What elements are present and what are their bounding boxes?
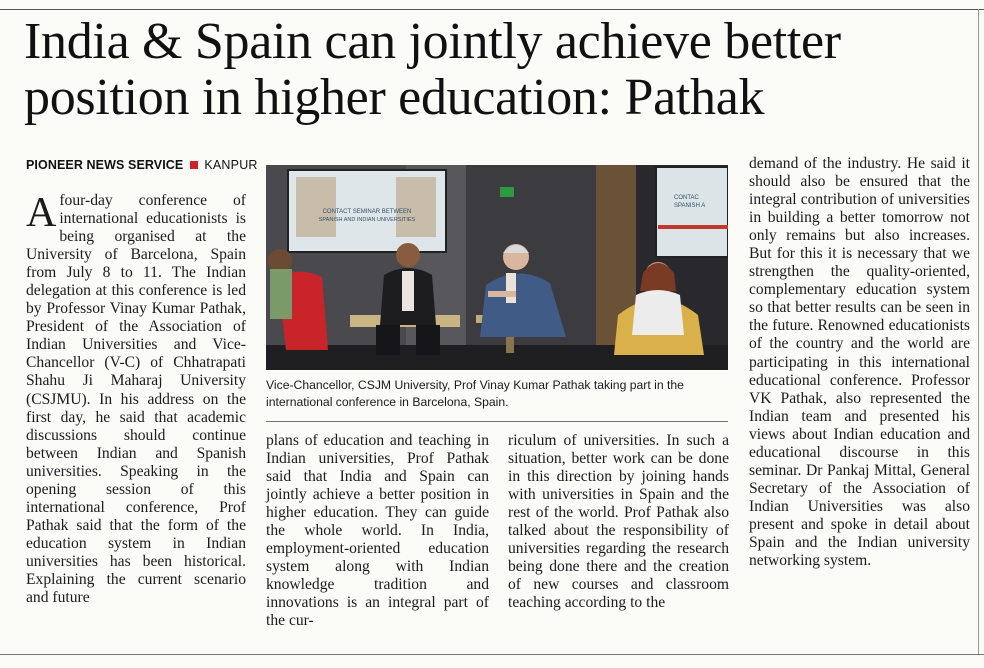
drop-cap: A: [26, 190, 57, 236]
byline: [26, 158, 258, 172]
headline-line-1: India & Spain can jointly achieve better: [24, 13, 841, 70]
headline: [24, 14, 974, 126]
article-photo: [266, 165, 728, 370]
screen-text: CONTAC: [674, 195, 699, 201]
photo-caption: Vice-Chancellor, CSJM University, Prof Vinay Kumar Pathak taking part in the international conference in Barcelona, Spain.: [266, 378, 684, 409]
headline-line-2: position in higher education: Pathak: [24, 69, 765, 126]
news-service: PIONEER NEWS SERVICE: [26, 158, 184, 172]
right-rule: [978, 9, 979, 654]
screen-text: SPANISH AND INDIAN UNIVERSITIES: [318, 217, 416, 223]
bottom-rule: [0, 654, 984, 655]
article-column-2: plans of education and teaching in Indian universities, Prof Pathak said that India and Spain can jointly achieve a better position in higher education. They can guide the whole world. In India, employment-oriented education system along with Indian knowledge tradition and innovations is an integral part of the cur-: [266, 432, 489, 630]
screen-text: CONTACT SEMINAR BETWEEN: [322, 209, 412, 215]
article-column-1-text: four-day conference of international educationists is being organised at the University of Barcelona, Spain from July 8 to 11. The Indian delegation at this conference is led by Professor Vinay Kumar Pathak, President of the Association of Indian Universities and Vice-Chancellor (V-C) of Chhatrapati Shahu Ji Maharaj University (CSJMU). In his address on the first day, he said that academic discussions should continue between Indian and Spanish universities. Speaking in the opening session of this international conference, Prof Pathak said that the form of the education system in Indian universities has been historical. Explaining the current scenario and future: [26, 192, 246, 607]
screen-text: SPANISH A: [674, 203, 706, 209]
article-column-4: demand of the industry. He said it should also be ensured that the integral contribution of universities in building a better tomorrow not only remains but also increases. But for this it is necessary that we strengthen the quality-oriented, complementary education system so that better results can be seen in the future. Renowned educationists of the country and the world are participating in this international educational conference. Professor VK Pathak, also represented the Indian team and presented his views about Indian education and educational discourse in this seminar. Dr Pankaj Mittal, General Secretary of the Association of Indian Universities was also present and spoke in detail about Spain and the Indian university networking system.: [749, 155, 970, 570]
article-column-1: [26, 192, 246, 607]
top-rule: [0, 9, 984, 10]
caption-divider: [266, 421, 728, 422]
dateline-location: KANPUR: [204, 158, 258, 172]
article-column-3: riculum of universities. In such a situation, better work can be done in this direction by joining hands with universities in Spain and the rest of the world. Prof Pathak also talked about the responsibility of universities regarding the research being done there and the creation of new courses and classroom teaching according to the: [508, 432, 729, 612]
red-square-icon: [190, 161, 198, 169]
